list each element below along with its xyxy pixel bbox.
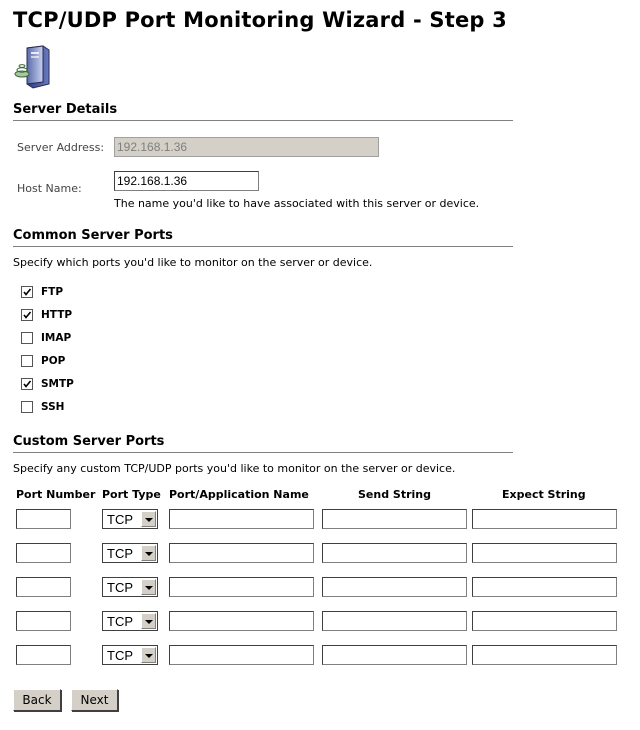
checkbox-pop[interactable] xyxy=(21,355,33,367)
send-string-input[interactable] xyxy=(322,611,467,631)
port-type-value: TCP xyxy=(107,648,133,663)
application-name-input[interactable] xyxy=(169,543,314,563)
chevron-down-icon[interactable] xyxy=(141,613,156,629)
column-header-application-name: Port/Application Name xyxy=(169,488,309,501)
expect-string-input[interactable] xyxy=(472,645,617,665)
column-header-port-type: Port Type xyxy=(102,488,161,501)
port-type-value: TCP xyxy=(107,580,133,595)
application-name-input[interactable] xyxy=(169,645,314,665)
port-type-select[interactable] xyxy=(102,611,158,631)
checkbox-ftp[interactable] xyxy=(21,286,33,298)
custom-ports-description: Specify any custom TCP/UDP ports you'd like to monitor on the server or device. xyxy=(13,462,456,475)
checkbox-label: FTP xyxy=(41,286,64,298)
port-checkbox-row[interactable] xyxy=(21,400,64,414)
host-name-field[interactable] xyxy=(114,171,259,191)
expect-string-input[interactable] xyxy=(472,509,617,529)
port-number-input[interactable] xyxy=(16,509,71,529)
port-number-input[interactable] xyxy=(16,577,71,597)
application-name-input[interactable] xyxy=(169,577,314,597)
checkbox-http[interactable] xyxy=(21,309,33,321)
checkbox-label: POP xyxy=(41,355,66,367)
port-checkbox-row[interactable] xyxy=(21,285,63,299)
column-header-port-number: Port Number xyxy=(16,488,96,501)
server-address-field xyxy=(114,137,379,157)
checkbox-label: HTTP xyxy=(41,309,73,321)
checkbox-label: SSH xyxy=(41,401,65,413)
expect-string-input[interactable] xyxy=(472,611,617,631)
port-checkbox-row[interactable] xyxy=(21,354,65,368)
port-number-input[interactable] xyxy=(16,611,71,631)
port-number-input[interactable] xyxy=(16,543,71,563)
expect-string-input[interactable] xyxy=(472,577,617,597)
port-checkbox-row[interactable] xyxy=(21,308,72,322)
server-icon xyxy=(13,44,51,90)
server-address-label: Server Address: xyxy=(17,141,105,154)
common-ports-description: Specify which ports you'd like to monitor on the server or device. xyxy=(13,256,373,269)
column-header-expect-string: Expect String xyxy=(502,488,586,501)
port-checkbox-row[interactable] xyxy=(21,331,71,345)
checkbox-ssh[interactable] xyxy=(21,401,33,413)
checkbox-label: IMAP xyxy=(41,332,72,344)
port-checkbox-row[interactable] xyxy=(21,377,74,391)
common-ports-heading: Common Server Ports xyxy=(13,228,513,247)
send-string-input[interactable] xyxy=(322,543,467,563)
port-type-value: TCP xyxy=(107,614,133,629)
host-name-help: The name you'd like to have associated with this server or device. xyxy=(114,197,480,210)
send-string-input[interactable] xyxy=(322,645,467,665)
server-details-heading: Server Details xyxy=(13,102,513,121)
custom-ports-heading: Custom Server Ports xyxy=(13,434,513,453)
port-type-select[interactable] xyxy=(102,577,158,597)
port-type-select[interactable] xyxy=(102,543,158,563)
host-name-label: Host Name: xyxy=(17,182,82,195)
back-button[interactable]: Back xyxy=(13,689,61,711)
port-type-select[interactable] xyxy=(102,509,158,529)
application-name-input[interactable] xyxy=(169,509,314,529)
chevron-down-icon[interactable] xyxy=(141,647,156,663)
checkbox-label: SMTP xyxy=(41,378,74,390)
next-button[interactable]: Next xyxy=(71,689,118,711)
checkbox-imap[interactable] xyxy=(21,332,33,344)
port-type-value: TCP xyxy=(107,512,133,527)
chevron-down-icon[interactable] xyxy=(141,511,156,527)
chevron-down-icon[interactable] xyxy=(141,579,156,595)
port-type-select[interactable] xyxy=(102,645,158,665)
send-string-input[interactable] xyxy=(322,577,467,597)
application-name-input[interactable] xyxy=(169,611,314,631)
column-header-send-string: Send String xyxy=(358,488,431,501)
checkbox-smtp[interactable] xyxy=(21,378,33,390)
chevron-down-icon[interactable] xyxy=(141,545,156,561)
expect-string-input[interactable] xyxy=(472,543,617,563)
page-title: TCP/UDP Port Monitoring Wizard - Step 3 xyxy=(13,8,507,32)
send-string-input[interactable] xyxy=(322,509,467,529)
port-type-value: TCP xyxy=(107,546,133,561)
port-number-input[interactable] xyxy=(16,645,71,665)
